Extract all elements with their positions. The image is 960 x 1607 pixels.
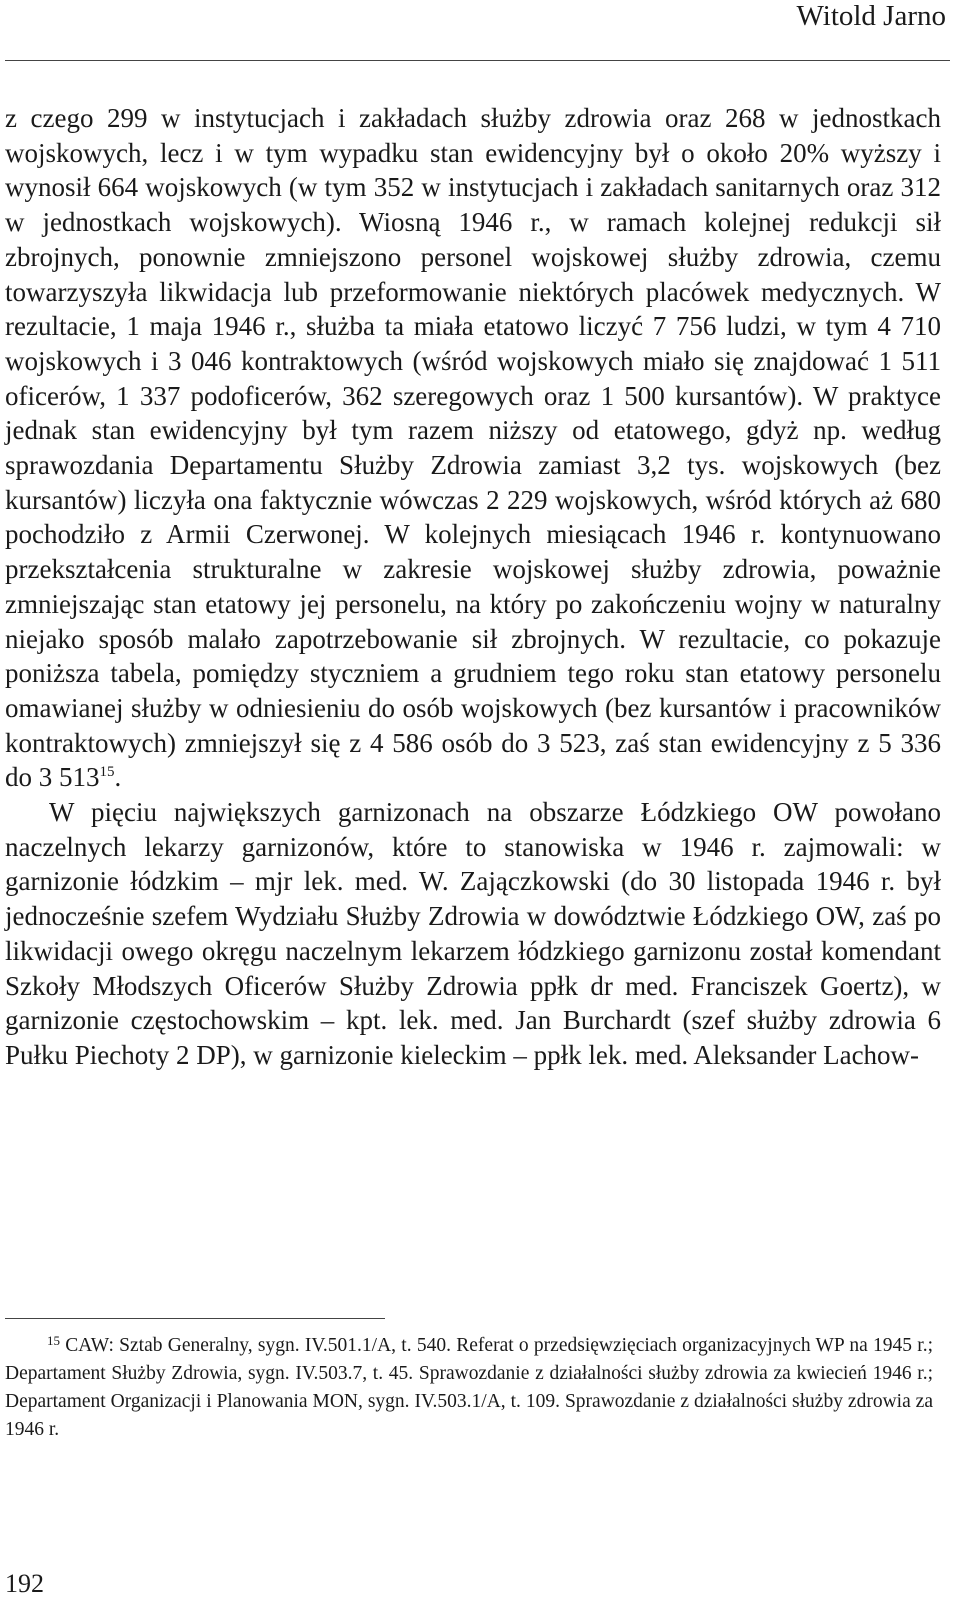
paragraph	[5, 101, 941, 795]
body-text	[5, 101, 941, 1073]
footnote-reference[interactable]: 15	[99, 764, 115, 781]
footnotes	[5, 1332, 933, 1444]
footnote	[5, 1332, 933, 1444]
footnote-text: CAW: Sztab Generalny, sygn. IV.501.1/A, t. 540. Referat o przedsięwzięciach organizacyjnych WP na 1945 r.; Departament Służby Zdrowia, sygn. IV.503.7, t. 45. Sprawozdanie z działalności służby zdrowia za kwiecień 1946 r.; Departament Organizacji i Planowania MON, sygn. IV.503.1/A, t. 109. Sprawozdanie z działalności służby zdrowia za 1946 r.	[5, 1335, 933, 1440]
header-divider	[5, 60, 950, 61]
footnote-divider	[5, 1318, 385, 1319]
paragraph-text: z czego 299 w instytucjach i zakładach służby zdrowia oraz 268 w jednostkach wojskowych, lecz i w tym wypadku stan ewidencyjny był o około 20% wyższy i wynosił 664 wojskowych (w tym 352 w instytucjach i zakładach sanitarnych oraz 312 w jednostkach wojskowych). Wiosną 1946 r., w ramach kolejnej redukcji sił zbrojnych, ponownie zmniejszono personel wojskowej służby zdrowia, czemu towarzyszyła likwidacja lub przeformowanie niektórych placówek medycznych. W rezultacie, 1 maja 1946 r., służba ta miała etatowo liczyć 7 756 ludzi, w tym 4 710 wojskowych i 3 046 kontraktowych (wśród wojskowych miało się znajdować 1 511 oficerów, 1 337 podoficerów, 362 szeregowych oraz 1 500 kursantów). W praktyce jednak stan ewidencyjny był tym razem niższy od etatowego, gdyż np. według sprawozdania Departamentu Służby Zdrowia zamiast 3,2 tys. wojskowych (bez kursantów) liczyła ona faktycznie wówczas 2 229 wojskowych, wśród których aż 680 pochodziło z Armii Czerwonej. W kolejnych miesiącach 1946 r. kontynuowano przekształcenia strukturalne w zakresie wojskowej służby zdrowia, poważnie zmniejszając stan etatowy jej personelu, na który po zakończeniu wojny w naturalny niejako sposób malało zapotrzebowanie sił zbrojnych. W rezultacie, co pokazuje poniższa tabela, pomiędzy styczniem a grudniem tego roku stan etatowy personelu omawianej służby w odniesieniu do osób wojskowych (bez kursantów i pracowników kontraktowych) zmniejszył się z 4 586 osób do 3 523, zaś stan ewidencyjny z 5 336 do 3 513	[5, 103, 941, 793]
running-header: Witold Jarno	[796, 0, 946, 32]
paragraph-end: .	[114, 762, 122, 793]
page-number: 192	[5, 1569, 44, 1598]
paragraph: W pięciu największych garnizonach na obszarze Łódzkiego OW powołano naczelnych lekarzy garnizonów, które to stanowiska w 1946 r. zajmowali: w garnizonie łódzkim – mjr lek. med. W. Zajączkowski (do 30 listopada 1946 r. był jednocześnie szefem Wydziału Służby Zdrowia w dowództwie Łódzkiego OW, zaś po likwidacji owego okręgu naczelnym lekarzem łódzkiego garnizonu został komendant Szkoły Młodszych Oficerów Służby Zdrowia ppłk dr med. Franciszek Goertz), w garnizonie częstochowskim – kpt. lek. med. Jan Burchardt (szef służby zdrowia 6 Pułku Piechoty 2 DP), w garnizonie kieleckim – ppłk lek. med. Aleksander Lachow-	[5, 797, 941, 1070]
footnote-mark: 15	[47, 1333, 60, 1348]
